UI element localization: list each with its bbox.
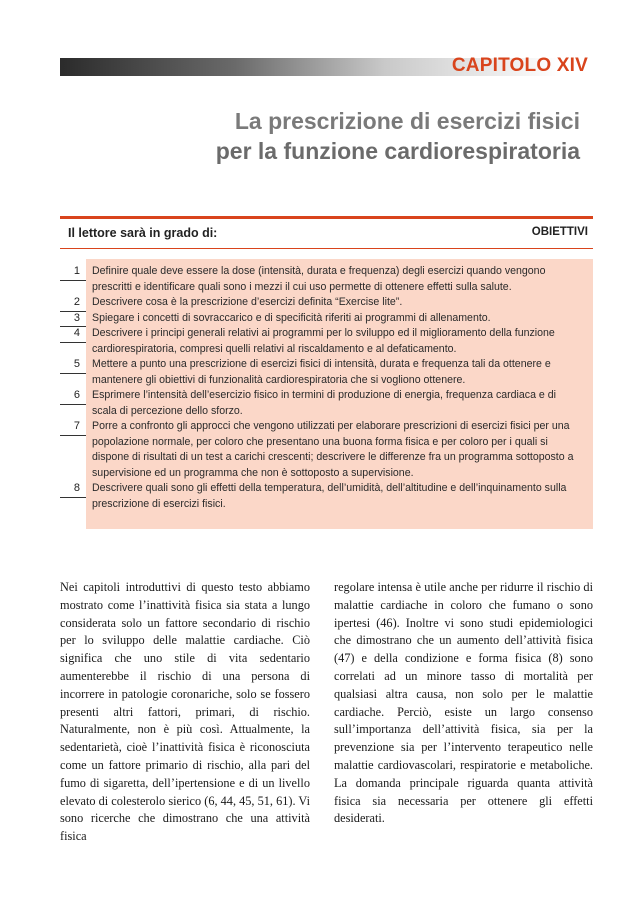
- objective-text: Descrivere quali sono gli effetti della temperatura, dell’umidità, dell’altitudine e dell’inquinamento sulla prescrizione di esercizi fisici.: [92, 482, 567, 510]
- objective-number: 5: [60, 357, 86, 374]
- objective-item: [60, 295, 593, 311]
- objectives-lead: Il lettore sarà in grado di:: [68, 226, 218, 240]
- objective-text: Spiegare i concetti di sovraccarico e di specificità riferiti ai programmi di allenamento.: [92, 311, 491, 324]
- objective-number: 6: [60, 388, 86, 405]
- chapter-title: [216, 106, 580, 166]
- objective-text: Porre a confronto gli approcci che vengono utilizzati per elaborare prescrizioni di esercizi fisici per una popolazione normale, per coloro che presentano una buona forma fisica e per coloro per i quali si dispone di risultati di un test a carichi crescenti; descrivere le differenze fra un programma sottoposto a supervisione ed un programma che non è sottoposto a supervisione.: [92, 420, 574, 479]
- objective-number: 7: [60, 419, 86, 436]
- objective-text: Esprimere l’intensità dell’esercizio fisico in termini di produzione di energia, frequenza cardiaca e di scala di percezione dello sforzo.: [92, 389, 557, 417]
- objective-item: [60, 357, 593, 388]
- objective-number: 4: [60, 326, 86, 343]
- objectives-list: [60, 264, 593, 512]
- objective-item: [60, 419, 593, 481]
- objective-number: 2: [60, 295, 86, 312]
- objective-number: 3: [60, 311, 86, 328]
- objective-item: [60, 311, 593, 327]
- objectives-rule: [60, 248, 593, 249]
- objective-item: [60, 326, 593, 357]
- objective-number: 1: [60, 264, 86, 281]
- objectives-top-rule: [60, 216, 593, 219]
- chapter-title-line1: La prescrizione di esercizi fisici: [234, 108, 580, 134]
- objective-text: Definire quale deve essere la dose (intensità, durata e frequenza) degli esercizi quando vengono prescritti e identificare quali sono i mezzi il cui uso permette di ottenere effetti sulla salute.: [92, 265, 546, 293]
- body-text-left-column: Nei capitoli introduttivi di questo testo abbiamo mostrato come l’inattività fisica sia stata a lungo considerata solo un fattore secondario di rischio per lo sviluppo delle malattie cardiache. Ciò significa che uno stile di vita sedentario aumenterebbe il rischio di una persona di incorrere in patologie coronariche, solo se fossero presenti altri fattori, primari, di rischio. Naturalmente, non è più così. Attualmente, la sedentarietà, cioè l’inattività fisica è riconosciuta come un fattore primario di rischio, alla pari del fumo di sigaretta, dell’ipertensione e di un livello elevato di colesterolo sierico (6, 44, 45, 51, 61). Vi sono ricerche che dimostrano che una attività fisica: [60, 580, 310, 844]
- objectives-tag: OBIETTIVI: [531, 226, 588, 238]
- objective-item: [60, 388, 593, 419]
- chapter-title-line2: per la funzione cardiorespiratoria: [215, 138, 580, 164]
- chapter-label: CAPITOLO XIV: [451, 55, 588, 76]
- body-text-right-column: regolare intensa è utile anche per ridurre il rischio di malattie cardiache in coloro che fumano o sono ipertesi (46). Inoltre vi sono studi epidemiologici che dimostrano che un aumento dell’attività fisica (47) e della condizione e forma fisica (8) sono correlati ad un minore tasso di mortalità per qualsiasi altra causa, non solo per le malattie cardiache. Perciò, esiste un largo consenso sull’importanza dell’attività fisica, sia per la prevenzione sia per l’intervento terapeutico nelle malattie cardiovascolari, respiratorie e metaboliche. La domanda principale riguarda quanta attività fisica sia necessaria per ottenere gli effetti desiderati.: [334, 580, 593, 826]
- objective-item: [60, 481, 593, 512]
- objective-text: Descrivere cosa è la prescrizione d’esercizi definita “Exercise lite”.: [92, 296, 403, 308]
- objective-text: Descrivere i principi generali relativi ai programmi per lo sviluppo ed il miglioramento della funzione cardiorespiratoria, compresi quelli relativi al riscaldamento e al defaticamento.: [92, 327, 555, 355]
- objective-text: Mettere a punto una prescrizione di esercizi fisici di intensità, durata e frequenza tali da ottenere e mantenere gli obiettivi di funzionalità cardiorespiratoria che si vogliono ottenere.: [92, 358, 551, 386]
- objective-item: [60, 264, 593, 295]
- objective-number: 8: [60, 481, 86, 498]
